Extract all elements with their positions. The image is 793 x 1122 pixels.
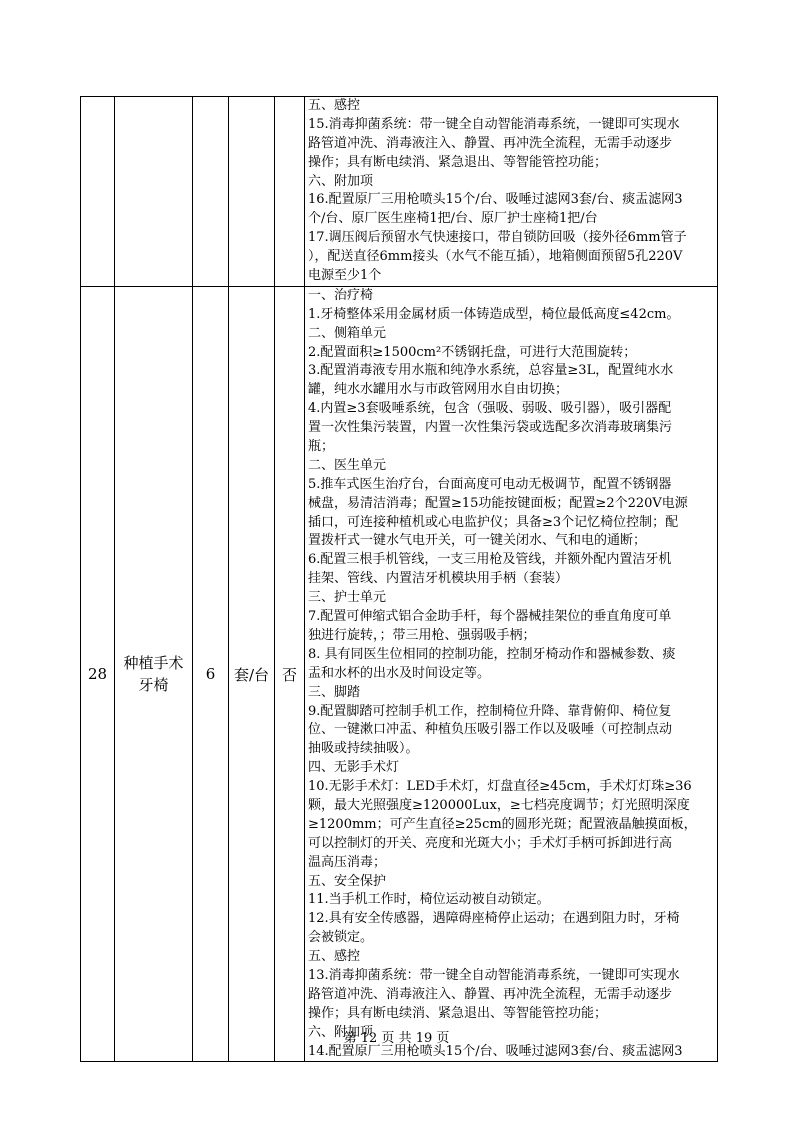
spec-line: 16.配置原厂三用枪喷头15个/台、吸唾过滤网3套/台、痰盂滤网3 xyxy=(308,192,683,208)
spec-line: 路管道冲洗、消毒液注入、静置、再冲洗全流程，无需手动逐步 xyxy=(308,986,673,1002)
quantity-cell: 6 xyxy=(193,286,229,1062)
spec-line: 14.配置原厂三用枪喷头15个/台、吸唾过滤网3套/台、痰盂滤网3 xyxy=(308,1043,683,1059)
unit-cell: 套/台 xyxy=(229,286,275,1062)
spec-line: 3.配置消毒液专用水瓶和纯净水系统，总容量≥3L，配置纯水水 xyxy=(308,363,674,379)
spec-line: 2.配置面积≥1500cm²不锈钢托盘，可进行大范围旋转； xyxy=(308,344,637,360)
spec-line: 5.推车式医生治疗台，台面高度可电动无极调节，配置不锈钢器 xyxy=(308,476,672,492)
spec-line: 会被锁定。 xyxy=(308,930,374,946)
imported-cell xyxy=(275,97,305,287)
spec-line: 9.配置脚踏可控制手机工作，控制椅位升降、靠背俯仰、椅位复 xyxy=(308,703,672,719)
spec-line: 8. 具有同医生位相同的控制功能，控制牙椅动作和器械参数、痰 xyxy=(308,646,676,662)
spec-line: 四、无影手术灯 xyxy=(308,760,400,776)
spec-line: 三、护士单元 xyxy=(308,590,387,606)
spec-line: 13.消毒抑菌系统：带一键全自动智能消毒系统，一键即可实现水 xyxy=(308,967,680,983)
spec-line: 7.配置可伸缩式铝合金助手杆，每个器械挂架位的垂直角度可单 xyxy=(308,609,672,625)
spec-line: 路管道冲洗、消毒液注入、静置、再冲洗全流程，无需手动逐步 xyxy=(308,135,673,151)
spec-line: 电源至少1个 xyxy=(308,268,382,284)
spec-line: 二、医生单元 xyxy=(308,457,387,473)
item-number-cell: 28 xyxy=(81,286,115,1062)
spec-line: 六、附加项 xyxy=(308,173,374,189)
table-row xyxy=(81,286,718,1062)
item-number-cell xyxy=(81,97,115,287)
product-name-line: 种植手术 xyxy=(123,654,184,673)
spec-line: 个/台、原厂医生座椅1把/台、原厂护士座椅1把/台 xyxy=(308,211,598,227)
spec-line: 1.牙椅整体采用金属材质一体铸造成型，椅位最低高度≤42cm。 xyxy=(308,306,680,322)
spec-line: 12.具有安全传感器，遇障碍座椅停止运动；在遇到阻力时，牙椅 xyxy=(308,911,680,927)
spec-line: ≥1200mm；可产生直径≥25cm的圆形光斑；配置液晶触摸面板， xyxy=(308,816,697,832)
spec-line: 独进行旋转，；带三用枪、强弱吸手柄； xyxy=(308,627,536,643)
product-name-cell xyxy=(115,97,193,287)
spec-line: 械盘，易清洁消毒；配置≥15功能按键面板；配置≥2个220V电源 xyxy=(308,495,688,511)
spec-line: 五、感控 xyxy=(308,949,361,965)
spec-line: 4.内置≥3套吸唾系统，包含（强吸、弱吸、吸引器），吸引器配 xyxy=(308,401,672,417)
spec-line: 17.调压阀后预留水气快速接口，带自锁防回吸（接外径6mm管子 xyxy=(308,230,687,246)
spec-line: 置一次性集污装置，内置一次性集污袋或选配多次消毒玻璃集污 xyxy=(308,420,673,436)
spec-line: 三、脚踏 xyxy=(308,684,361,700)
specification-cell xyxy=(305,286,718,1062)
spec-line: 盂和水杯的出水及时间设定等。 xyxy=(308,665,491,681)
spec-line: 操作；具有断电续消、紧急退出、等智能管控功能； xyxy=(308,1005,608,1021)
spec-line: 罐，纯水水罐用水与市政管网用水自由切换； xyxy=(308,382,569,398)
page-footer: 第 12 页 共 19 页 xyxy=(343,1031,450,1046)
spec-line: 温高压消毒； xyxy=(308,854,387,870)
unit-cell xyxy=(229,97,275,287)
spec-line: 插口，可连接种植机或心电监护仪；具备≥3个记忆椅位控制；配 xyxy=(308,514,679,530)
spec-line: 抽吸或持续抽吸）。 xyxy=(308,741,419,757)
product-name-cell xyxy=(115,286,193,1062)
spec-line: 二、侧箱单元 xyxy=(308,325,387,341)
specification-cell xyxy=(305,97,718,287)
spec-line: 操作；具有断电续消、紧急退出、等智能管控功能； xyxy=(308,154,608,170)
spec-line: 颗，最大光照强度≥120000Lux，≥七档亮度调节；灯光照明深度 xyxy=(308,797,690,813)
spec-line: 一、治疗椅 xyxy=(308,287,374,303)
spec-line: 11.当手机工作时，椅位运动被自动锁定。 xyxy=(308,892,550,908)
spec-line: ），配送直径6mm接头（水气不能互插），地箱侧面预留5孔220V xyxy=(308,249,683,265)
spec-line: 10.无影手术灯：LED手术灯，灯盘直径≥45cm，手术灯灯珠≥36 xyxy=(308,779,692,795)
spec-line: 6.配置三根手机管线，一支三用枪及管线，并额外配内置洁牙机 xyxy=(308,552,672,568)
spec-line: 瓶； xyxy=(308,439,335,455)
spec-line: 置拨杆式一键水气电开关，可一键关闭水、气和电的通断； xyxy=(308,533,647,549)
imported-cell: 否 xyxy=(275,286,305,1062)
product-name-line: 牙椅 xyxy=(138,676,169,695)
spec-line: 六、附加项 xyxy=(308,1024,374,1040)
spec-line: 挂架、管线、内置洁牙机模块用手柄（套装） xyxy=(308,571,569,587)
quantity-cell xyxy=(193,97,229,287)
spec-line: 五、感控 xyxy=(308,98,361,113)
spec-line: 15.消毒抑菌系统：带一键全自动智能消毒系统，一键即可实现水 xyxy=(308,116,680,132)
spec-line: 可以控制灯的开关、亮度和光斑大小；手术灯手柄可拆卸进行高 xyxy=(308,835,673,851)
table-row xyxy=(81,97,718,287)
spec-line: 位、一键漱口冲盂、种植负压吸引器工作以及吸唾（可控制点动 xyxy=(308,722,673,738)
spec-line: 五、安全保护 xyxy=(308,873,387,889)
spec-table xyxy=(80,96,718,1062)
